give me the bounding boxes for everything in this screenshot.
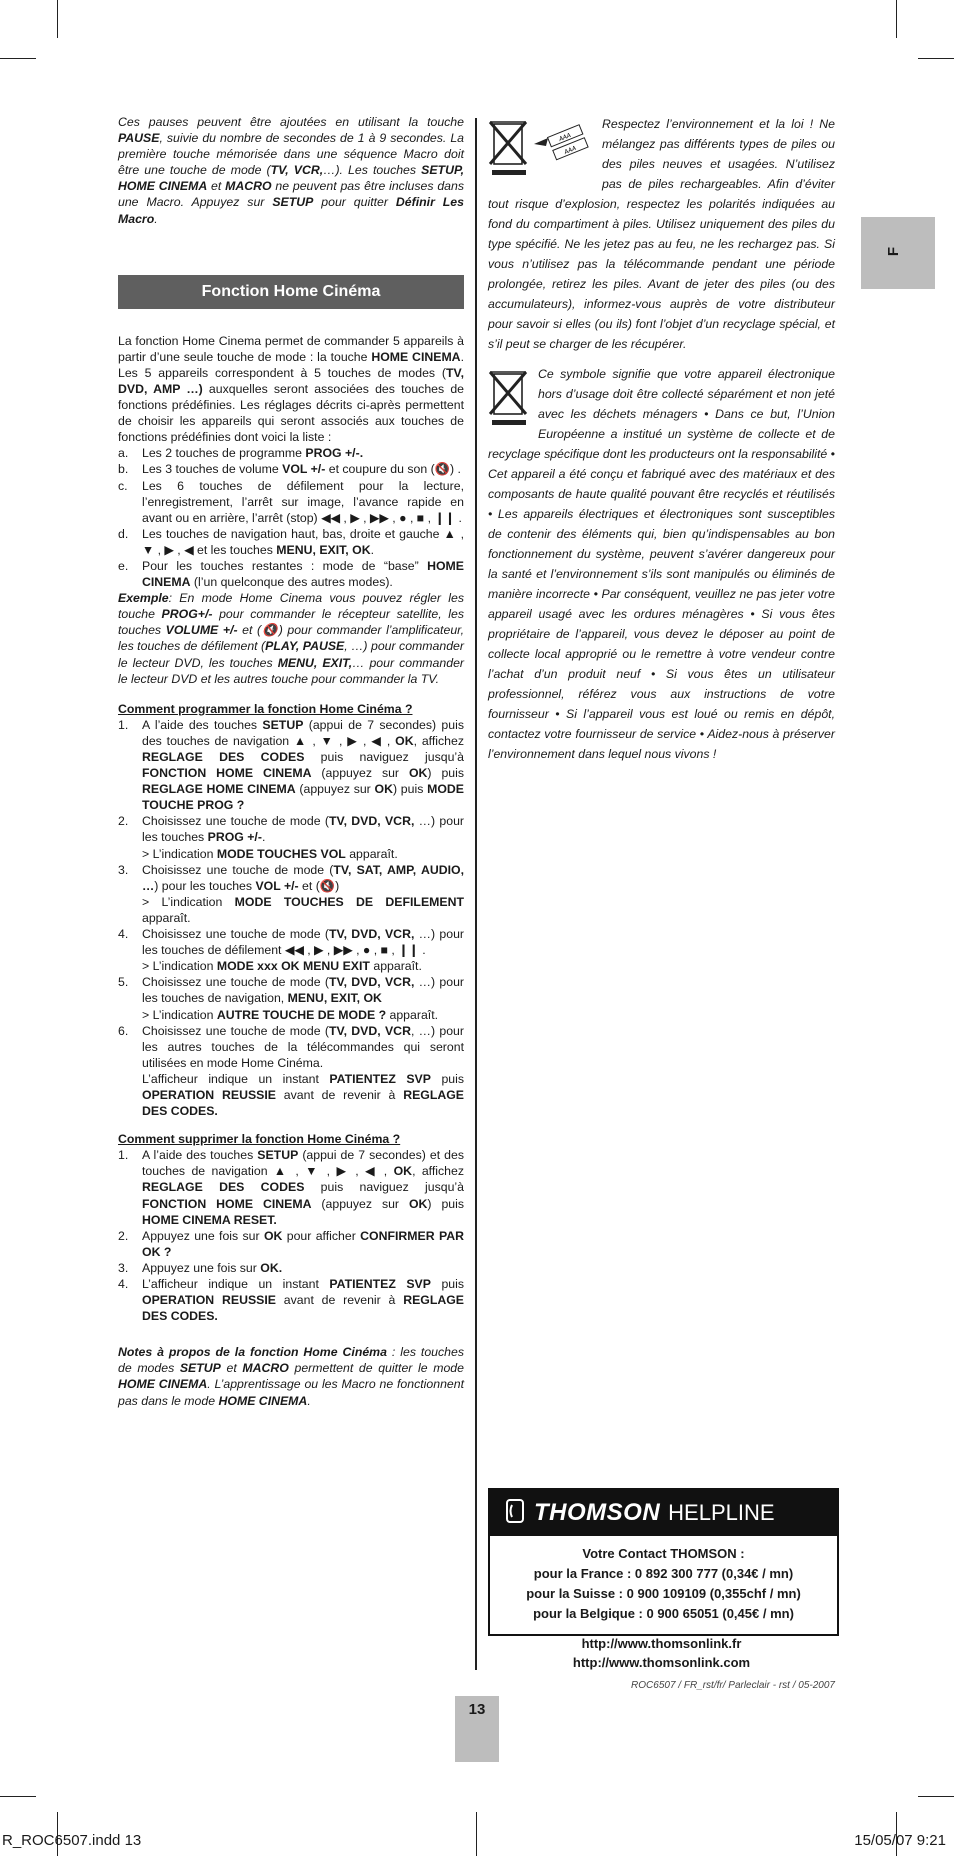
website-links [488,1634,835,1672]
description-paragraph: La fonction Home Cinema permet de commander 5 appareils à partir d’une seule touche de mode : la touche HOME CINEMA. Les 5 appareils correspondent à 5 touches de modes (TV, DVD, AMP …) auxquelles seront associées des touches de fonctions prédéfinies. Les réglages décrits ci-après permettent de choisir les appareils qui seront associés aux touches de fonctions prédéfinies dont voici la liste : [118,333,464,445]
document-reference: ROC6507 / FR_rst/fr/ Parleclair - rst / 05-2007 [631,1680,835,1691]
step-item [118,1228,464,1260]
contact-title: Votre Contact THOMSON : [582,1546,745,1561]
notes-paragraph: Notes à propos de la fonction Home Cinéma : les touches de modes SETUP et MACRO permettent de quitter le mode HOME CINEMA. L’apprentissage ou les Macro ne fonctionnent pas dans le mode HOME CINEMA. [118,1345,465,1408]
step-number: 3. [118,1260,129,1275]
step-text: A l’aide des touches SETUP (appui de 7 secondes) et des touches de navigation ▲ , ▼ , ▶ , ◀ , OK, affichez REGLAGE DES CODES puis naviguez jusqu’à FONCTION HOME CINEMA (appuyez sur OK) puis HOME CINEMA RESET. [142,1148,465,1227]
program-steps [118,717,464,1119]
left-column [118,114,464,1409]
step-number: 3. [118,862,129,877]
example-paragraph: Exemple: En mode Home Cinema vous pouvez régler les touche PROG+/- pour commander le récepteur satellite, les touches VOLUME +/- et (🔇) pour commander l’amplificateur, les touches de défilement (PLAY, PAUSE, …) pour commander le lecteur DVD, les touches MENU, EXIT,… pour commander le lecteur DVD et les autres touche pour commander la TV. [118,591,465,686]
step-item [118,862,464,926]
battery-paragraph: AAA AAA Respectez l’environnement et la loi ! Ne mélangez pas différents types de piles ou des piles neuves et usagées. N’utilisez pas de piles rechargeables. Afin d’éviter tout risque d’explosion, respectez les polarités indiquées au fond du compartiment à piles. Utilisez uniquement des piles du type spécifié. Ne les jetez pas au feu, ne les rechargez pas. Si vous n’utilisez pas la télécommande pendant une période prolongée, retirez les piles. Avant de jeter des piles (ou des accumulateurs), informez-vous auprès de votre distributeur pour savoir si elles (ou ils) font l’objet d’un recyclage spécial, et s’il peut se charger de les récupérer. [488,114,835,354]
step-number: 4. [118,1277,129,1291]
crop-mark [0,58,36,59]
step-text: Choisissez une touche de mode (TV, SAT, AMP, AUDIO, …) pour les touches VOL +/- et (🔇) > L’indication MODE TOUCHES DE DEFILEMENT apparaît. [142,862,464,925]
key-list-item: c. Les 6 touches de défilement pour la lecture, l’enregistrement, l’arrêt sur image, l’avance rapide en avant ou en arrière, l’arrêt (stop) ◀◀ , ▶ , ▶▶ , ● , ■ , ❙❙ . [118,478,464,525]
crossed-bin-icon [488,364,528,432]
brand-name: THOMSON [534,1499,661,1526]
step-text: L’afficheur indique un instant PATIENTEZ SVP puis OPERATION REUSSIE avant de revenir à REGLAGE DES CODES. [142,1277,464,1324]
step-text: Appuyez une fois sur OK pour afficher CONFIRMER PAR OK ? [142,1228,464,1259]
svg-text:AAA: AAA [563,144,578,156]
footer-timestamp: 15/05/07 9:21 [854,1832,946,1849]
list-marker: a. [118,446,129,461]
helpline-contacts [490,1536,837,1634]
intro-paragraph: Ces pauses peuvent être ajoutées en utilisant la touche PAUSE, suivie du nombre de secondes de 1 à 9 secondes. La première touche mémorisée dans une séquence Macro doit être une touche de mode (TV, VCR,…). Les touches SETUP, HOME CINEMA et MACRO ne peuvent pas être incluses dans une Macro. Appuyez sur SETUP pour quitter Définir Les Macro. [118,115,465,226]
svg-text:AAA: AAA [557,131,573,143]
contact-line: pour la Suisse : 0 900 109109 (0,355chf / mn) [526,1586,801,1601]
step-number: 1. [118,1148,129,1163]
crop-mark [476,1812,477,1856]
helpline-box [488,1488,839,1636]
website-link[interactable]: http://www.thomsonlink.com [572,1655,751,1670]
crop-mark [57,0,58,38]
key-list [118,445,464,590]
step-item [118,1023,464,1120]
step-item [118,1276,464,1324]
delete-steps [118,1147,464,1324]
step-number: 2. [118,1228,129,1243]
list-marker: b. [118,462,129,477]
crop-mark [896,0,897,38]
key-list-item: b. Les 3 touches de volume VOL +/- et coupure du son (🔇) . [118,462,461,477]
list-marker: c. [118,478,128,493]
step-item [118,1147,464,1227]
step-item [118,926,464,974]
key-list-item: d. Les touches de navigation haut, bas, droite et gauche ▲ , ▼ , ▶ , ◀ et les touches MENU, EXIT, OK. [118,526,464,557]
website-link[interactable]: http://www.thomsonlink.fr [581,1636,742,1651]
right-column [488,114,835,764]
step-number: 2. [118,814,129,829]
key-list-item: a. Les 2 touches de programme PROG +/-. [118,446,364,461]
weee-paragraph: Ce symbole signifie que votre appareil électronique hors d’usage doit être collecté séparément et non jeté avec les déchets ménagers • Dans ce but, l’Union Européenne a institué un système de collecte et de recyclage spécifique dont les producteurs ont la responsabilité • Cet appareil a été conçu et fabriqué avec des matériaux et des composants de haute qualité pouvant être recyclés et réutilisés • Les appareils électriques et électroniques sont susceptibles de contenir des éléments qui, bien qu’indispensables au bon fonctionnement du système, peuvent s’avérer dangereux pour la santé et l’environnement s’ils sont manipulés ou éliminés de manière incorrecte • Par conséquent, veuillez ne pas jeter votre appareil usagé avec les ordures ménagères • Si vous êtes propriétaire de l’appareil, vous devez le déposer au point de collecte local approprié ou le remettre à votre vendeur contre l’achat d’un produit neuf • Si vous êtes un utilisateur professionnel, référez vous aux instructions de votre fournisseur • Si l’appareil vous est loué ou remis en dépôt, contactez votre fournisseur de service • Aidez-nous à préserver l’environnement dans lequel nous vivons ! [488,364,835,764]
step-item [118,717,464,814]
list-marker: e. [118,558,129,573]
step-text: Appuyez une fois sur OK. [142,1260,283,1275]
contact-line: pour la Belgique : 0 900 65051 (0,45€ / mn) [533,1606,794,1621]
crop-mark [918,58,954,59]
language-side-tab: F [861,217,935,289]
step-number: 6. [118,1023,129,1038]
list-marker: d. [118,526,129,541]
step-text: Choisissez une touche de mode (TV, DVD, VCR, …) pour les touches de navigation, MENU, EXIT, OK > L’indication AUTRE TOUCHE DE MODE ? apparaît. [142,975,464,1022]
column-divider [475,118,477,1670]
step-number: 5. [118,975,129,990]
step-text: A l’aide des touches SETUP (appui de 7 secondes) puis des touches de navigation ▲ , ▼ , ▶ , ◀ , OK, affichez REGLAGE DES CODES puis naviguez jusqu’à FONCTION HOME CINEMA (appuyez sur OK) puis REGLAGE HOME CINEMA (appuyez sur OK) puis MODE TOUCHE PROG ? [142,717,465,813]
delete-heading: Comment supprimer la fonction Home Cinéma ? [118,1132,401,1147]
key-list-item: e. Pour les touches restantes : mode de “base” HOME CINEMA (l’un quelconque des autres modes). [118,558,464,590]
step-item [118,813,464,861]
helpline-header [490,1490,837,1536]
page-number: 13 [455,1696,499,1762]
step-item [118,1260,464,1276]
step-text: Choisissez une touche de mode (TV, DVD, VCR, …) pour les touches PROG +/-. > L’indication MODE TOUCHES VOL apparaît. [142,814,464,861]
crossed-bin-battery-icon [488,114,592,182]
footer-filename: R_ROC6507.indd 13 [2,1832,142,1849]
helpline-label: HELPLINE [668,1500,775,1525]
step-text: Choisissez une touche de mode (TV, DVD, VCR, …) pour les autres touches de la télécommandes qui seront utilisées en mode Home Cinéma. L’afficheur indique un instant PATIENTEZ SVP puis OPERATION REUSSIE avant de revenir à REGLAGE DES CODES. [142,1023,464,1119]
contact-line: pour la France : 0 892 300 777 (0,34€ / mn) [533,1566,794,1581]
step-number: 4. [118,927,129,942]
step-text: Choisissez une touche de mode (TV, DVD, VCR, …) pour les touches de défilement ◀◀ , ▶ , ▶▶ , ● , ■ , ❙❙ . > L’indication MODE xxx OK MENU EXIT apparaît. [142,927,464,974]
crop-mark [0,1796,36,1797]
step-number: 1. [118,717,129,732]
crop-mark [918,1796,954,1797]
step-item [118,974,464,1022]
phone-icon [506,1499,524,1528]
program-heading: Comment programmer la fonction Home Cinéma ? [118,701,413,716]
section-title: Fonction Home Cinéma [118,275,464,309]
